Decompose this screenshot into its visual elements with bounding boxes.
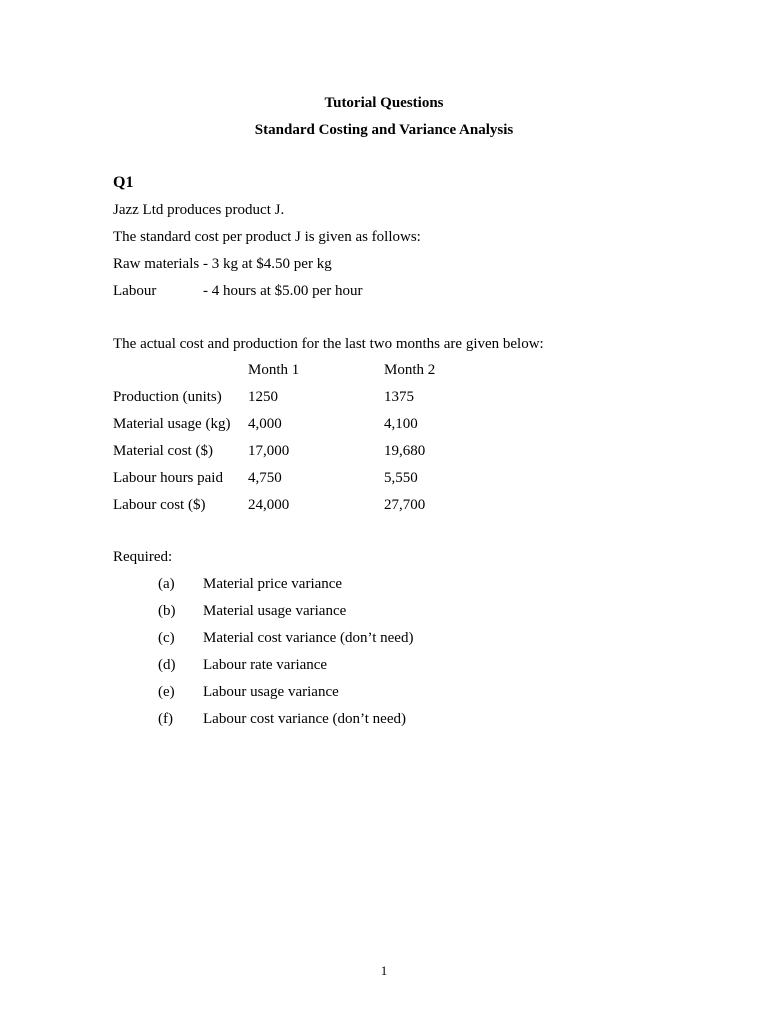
table-cell: 1375	[384, 389, 414, 405]
list-item-text: Material usage variance	[203, 603, 347, 619]
list-item-letter: (e)	[158, 684, 175, 700]
table-cell: 27,700	[384, 497, 426, 513]
labour-label: Labour	[113, 283, 157, 299]
table-row-label: Labour cost ($)	[113, 497, 206, 513]
intro-line: Jazz Ltd produces product J.	[113, 202, 285, 218]
list-item-text: Material cost variance (don’t need)	[203, 630, 414, 646]
table-row-label: Material cost ($)	[113, 443, 213, 459]
required-label: Required:	[113, 549, 173, 565]
table-cell: 1250	[248, 389, 278, 405]
table-header-month-1: Month 1	[248, 362, 300, 378]
table-row-label: Material usage (kg)	[113, 416, 231, 432]
table-cell: 17,000	[248, 443, 290, 459]
list-item-text: Labour cost variance (don’t need)	[203, 711, 406, 727]
document-title: Tutorial Questions	[324, 95, 444, 111]
table-cell: 4,000	[248, 416, 282, 432]
table-cell: 4,750	[248, 470, 282, 486]
list-item-letter: (b)	[158, 603, 176, 619]
labour-standard-text: - 4 hours at $5.00 per hour	[203, 283, 363, 299]
intro-line: The standard cost per product J is given as follows:	[113, 229, 421, 245]
table-cell: 5,550	[384, 470, 418, 486]
list-item-letter: (d)	[158, 657, 176, 673]
table-cell: 24,000	[248, 497, 290, 513]
list-item-text: Labour usage variance	[203, 684, 339, 700]
actual-intro: The actual cost and production for the last two months are given below:	[113, 336, 544, 352]
page-number: 1	[380, 963, 388, 978]
table-row-label: Production (units)	[113, 389, 222, 405]
list-item-letter: (c)	[158, 630, 175, 646]
list-item-letter: (f)	[158, 711, 173, 727]
question-label: Q1	[113, 174, 134, 191]
table-row-label: Labour hours paid	[113, 470, 223, 486]
list-item-text: Labour rate variance	[203, 657, 328, 673]
list-item-text: Material price variance	[203, 576, 343, 592]
list-item-letter: (a)	[158, 576, 175, 592]
table-cell: 4,100	[384, 416, 418, 432]
table-cell: 19,680	[384, 443, 426, 459]
raw-materials-line: Raw materials - 3 kg at $4.50 per kg	[113, 256, 332, 272]
table-header-month-2: Month 2	[384, 362, 436, 378]
document-subtitle: Standard Costing and Variance Analysis	[254, 122, 514, 138]
